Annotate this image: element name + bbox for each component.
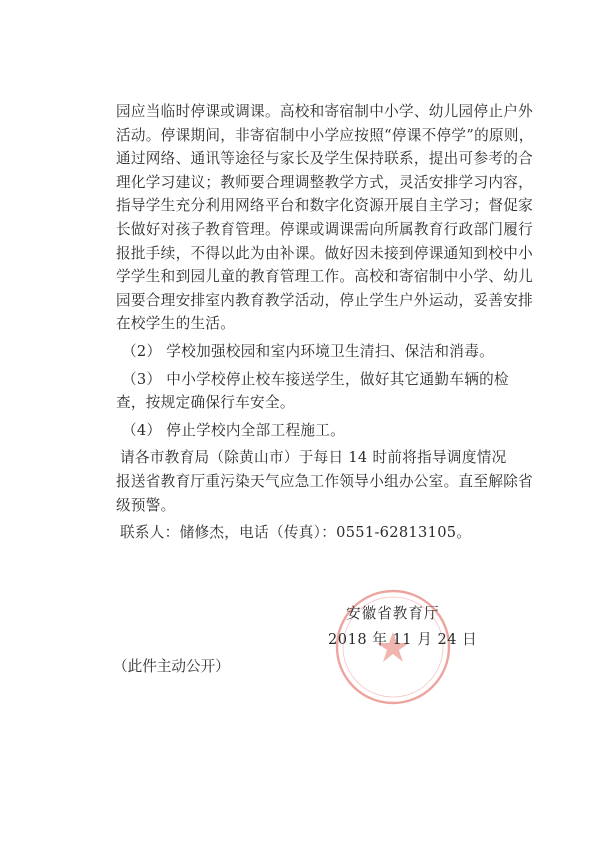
body-line: 活动。停课期间，非寄宿制中小学应按照“停课不停学”的原则， (116, 126, 534, 144)
request-line-1: 请各市教育局（除黄山市）于每日 14 时前将指导调度情况 (120, 449, 507, 467)
body-line: 学学生和到园儿童的教育管理工作。高校和寄宿制中小学、幼儿 (116, 268, 534, 286)
body-line: 通过网络、通讯等途径与家长及学生保持联系，提出可参考的合 (116, 150, 534, 168)
item-3-line-1: （3） 中小学校停止校车接送学生，做好其它通勤车辆的检 (122, 370, 509, 388)
item-4: （4） 停止学校内全部工程施工。 (122, 421, 346, 439)
signature-date: 2018 年 11 月 24 日 (328, 631, 478, 648)
body-line: 园应当临时停课或调课。高校和寄宿制中小学、幼儿园停止户外 (116, 103, 534, 120)
body-line: 长做好对孩子教育管理。停课或调课需向所属教育行政部门履行 (116, 220, 534, 238)
signature-organization: 安徽省教育厅 (346, 605, 440, 622)
item-2: （2） 学校加强校园和室内环境卫生清扫、保洁和消毒。 (122, 342, 494, 360)
disclosure-note: （此件主动公开） (113, 658, 230, 675)
body-line: 指导学生充分利用网络平台和数字化资源开展自主学习；督促家 (116, 197, 534, 215)
contact-line: 联系人：储修杰，电话（传真）：0551-62813105。 (120, 524, 472, 542)
body-line: 理化学习建议；教师要合理调整教学方式，灵活安排学习内容， (116, 173, 534, 191)
request-line-3: 级预警。 (116, 496, 176, 514)
request-line-2: 报送省教育厅重污染天气应急工作领导小组办公室。直至解除省 (116, 472, 534, 490)
document-body (116, 100, 534, 545)
body-line: 报批手续，不得以此为由补课。做好因未接到停课通知到校中小 (116, 244, 534, 262)
body-line: 园要合理安排室内教育教学活动，停止学生户外运动，妥善安排 (116, 291, 534, 309)
item-3-line-2: 查，按规定确保行车安全。 (116, 394, 295, 412)
body-line: 在校学生的生活。 (116, 315, 236, 333)
